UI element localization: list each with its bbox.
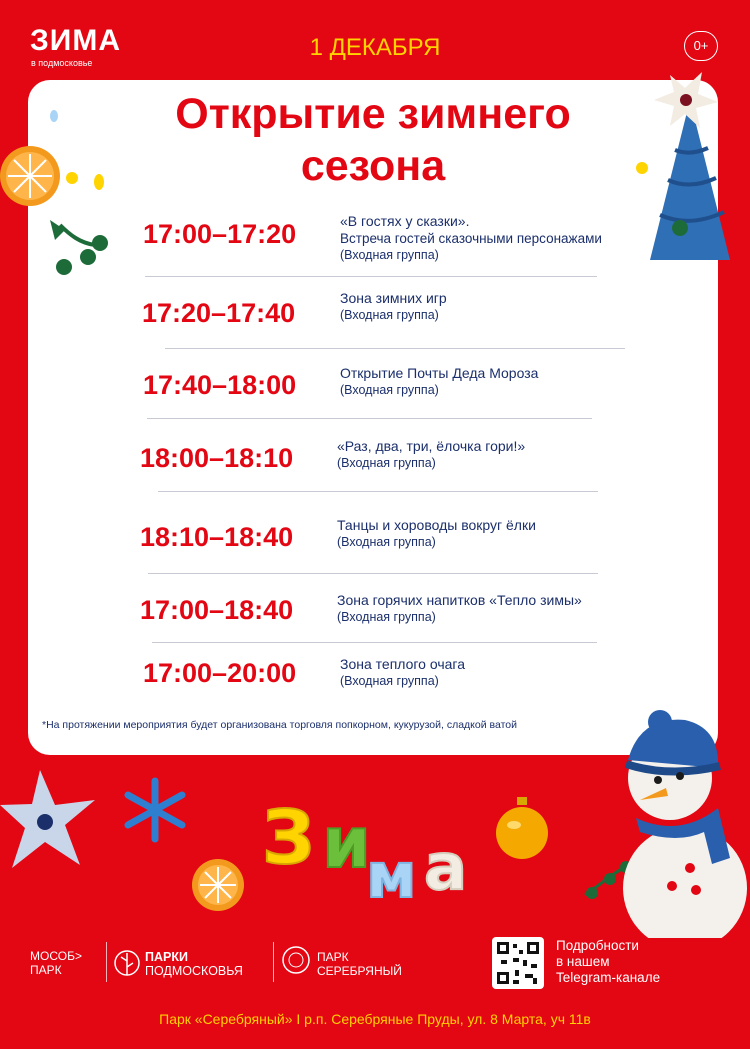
orange-slice-icon (188, 855, 248, 915)
park-address: Парк «Серебряный» I р.п. Серебряные Пруды, ул. 8 Марта, уч 11в (159, 1011, 591, 1027)
parks-podmoskovya-logo (145, 950, 243, 978)
schedule-time: 17:00–20:00 (143, 658, 297, 688)
park-logo-line1: ПАРК (317, 950, 349, 964)
schedule-time: 17:40–18:00 (143, 370, 297, 400)
schedule-description (337, 438, 525, 472)
row-divider (158, 491, 598, 492)
schedule-time: 18:10–18:40 (140, 522, 294, 552)
telegram-caption (556, 938, 660, 986)
schedule-location: (Входная группа) (340, 248, 439, 262)
parks-logo-line2: ПОДМОСКОВЬЯ (145, 964, 243, 978)
mosoblpark-logo-line2: ПАРК (30, 963, 62, 977)
schedule-time: 18:00–18:10 (140, 443, 294, 473)
row-divider (152, 642, 597, 643)
svg-text:м: м (366, 839, 417, 905)
schedule-time: 17:20–17:40 (142, 298, 296, 328)
page-title (28, 88, 718, 192)
telegram-caption-line2: в нашем (556, 954, 610, 969)
schedule-description (340, 365, 538, 399)
schedule-description (337, 592, 582, 626)
christmas-ball-icon (492, 795, 552, 865)
logo-divider (106, 942, 107, 982)
row-divider (148, 573, 598, 574)
row-divider (147, 418, 592, 419)
schedule-location: (Входная группа) (337, 535, 436, 549)
snowman-icon (600, 708, 750, 938)
row-divider (145, 276, 597, 277)
schedule-location: (Входная группа) (337, 610, 436, 624)
row-divider (165, 348, 625, 349)
footnote: *На протяжении мероприятия будет организована торговля попкорном, кукурузой, сладкой ватой (42, 719, 517, 731)
schedule-time: 17:00–17:20 (143, 219, 297, 249)
schedule-title: «В гостях у сказки». (340, 213, 470, 229)
schedule-subtitle: Встреча гостей сказочными персонажами (340, 231, 602, 246)
schedule-title: Зона зимних игр (340, 290, 447, 306)
schedule-title: Открытие Почты Деда Мороза (340, 365, 539, 381)
park-serebryany-emblem-icon (281, 945, 311, 975)
title-line-1: Открытие зимнего (175, 90, 571, 138)
telegram-qr-code[interactable] (492, 937, 544, 989)
logo-divider (273, 942, 274, 982)
schedule-description (337, 517, 536, 551)
schedule-title: Танцы и хороводы вокруг ёлки (337, 517, 536, 533)
schedule-location: (Входная группа) (337, 456, 436, 470)
qr-code-icon (497, 942, 539, 984)
schedule-location: (Входная группа) (340, 308, 439, 322)
schedule-location: (Входная группа) (340, 383, 439, 397)
schedule-title: «Раз, два, три, ёлочка гори!» (337, 438, 526, 454)
age-rating-badge: 0+ (684, 31, 718, 61)
telegram-caption-line1: Подробности (556, 938, 639, 953)
title-line-2: сезона (300, 142, 446, 190)
mosoblpark-logo-line1: МОСОБ> (30, 949, 82, 963)
park-logo-line2: СЕРЕБРЯНЫЙ (317, 964, 402, 978)
schedule-description (340, 656, 465, 690)
event-date: 1 ДЕКАБРЯ (309, 34, 441, 61)
berry-branch-icon (40, 215, 130, 285)
schedule-title: Зона горячих напитков «Тепло зимы» (337, 592, 582, 608)
telegram-caption-line3: Telegram-канале (556, 970, 661, 985)
schedule-time: 17:00–18:40 (140, 595, 294, 625)
schedule-description (340, 213, 602, 264)
zima-logo-subtitle: в подмосковье (31, 58, 93, 68)
snowflake-icon (120, 775, 190, 845)
park-serebryany-logo (317, 950, 402, 978)
schedule-description (340, 290, 447, 324)
parks-logo-line1: ПАРКИ (145, 950, 188, 964)
zima-3d-letters (256, 785, 496, 905)
star-ornament-icon (0, 760, 110, 900)
svg-text:З: З (262, 795, 315, 881)
parks-leaf-icon (113, 941, 141, 981)
svg-text:и: и (322, 802, 372, 884)
zima-letters-art (256, 785, 496, 905)
svg-text:а: а (424, 831, 468, 905)
schedule-title: Зона теплого очага (340, 656, 466, 672)
zima-logo: ЗИМА (30, 24, 122, 57)
schedule-location: (Входная группа) (340, 674, 439, 688)
mosoblpark-logo (30, 949, 82, 977)
